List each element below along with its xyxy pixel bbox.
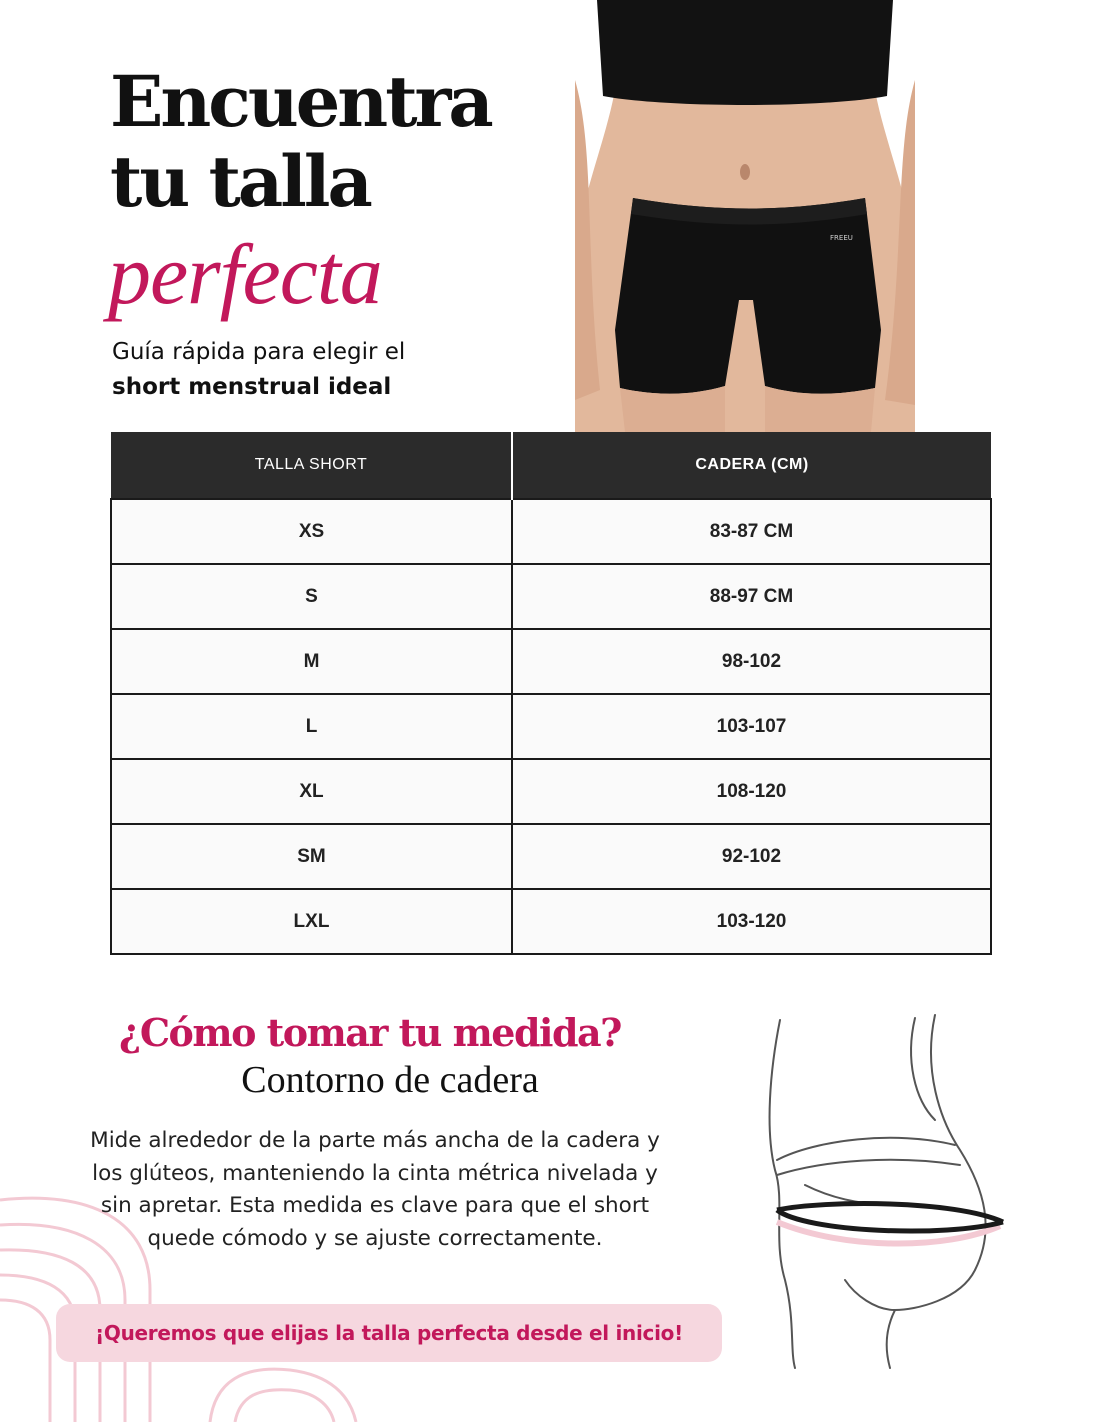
subtitle-text: Guía rápida para elegir el xyxy=(112,339,406,365)
hip-cell: 98-102 xyxy=(512,629,991,694)
header-size: TALLA SHORT xyxy=(111,432,512,499)
size-cell: SM xyxy=(111,824,512,889)
how-to-title: ¿Cómo tomar tu medida? xyxy=(119,1010,621,1055)
size-cell: LXL xyxy=(111,889,512,954)
how-to-body: Mide alrededor de la parte más ancha de la cadera y los glúteos, manteniendo la cinta métrica nivelada y sin apretar. Esta medida es clave para que el short quede cómodo y se ajuste correctamente. xyxy=(90,1128,660,1251)
header-hip: CADERA (CM) xyxy=(512,432,991,499)
subtitle-bold: short menstrual ideal xyxy=(112,374,392,400)
size-cell: L xyxy=(111,694,512,759)
hip-cell: 103-107 xyxy=(512,694,991,759)
title-accent: perfecta xyxy=(108,226,382,322)
hip-cell: 83-87 CM xyxy=(512,499,991,564)
size-cell: XS xyxy=(111,499,512,564)
size-cell: M xyxy=(111,629,512,694)
hip-cell: 108-120 xyxy=(512,759,991,824)
size-table xyxy=(110,432,992,955)
how-to-subtitle: Contorno de cadera xyxy=(241,1059,539,1101)
table-row xyxy=(111,564,991,629)
hip-cell: 88-97 CM xyxy=(512,564,991,629)
hip-measure-illustration xyxy=(745,1010,1035,1370)
size-cell: S xyxy=(111,564,512,629)
garment-brand-label: FREEU xyxy=(830,234,853,242)
cta-banner xyxy=(56,1304,722,1362)
page-title xyxy=(110,62,491,222)
cta-text: ¡Queremos que elijas la talla perfecta desde el inicio! xyxy=(95,1321,683,1345)
title-line-1: Encuentra xyxy=(110,60,491,143)
size-cell: XL xyxy=(111,759,512,824)
table-row xyxy=(111,629,991,694)
table-row xyxy=(111,694,991,759)
title-line-2: tu talla xyxy=(110,140,370,223)
table-header-row xyxy=(111,432,991,499)
model-photo xyxy=(575,0,915,432)
hip-cell: 103-120 xyxy=(512,889,991,954)
hero-subtitle xyxy=(112,335,532,405)
table-row xyxy=(111,824,991,889)
hip-cell: 92-102 xyxy=(512,824,991,889)
table-row xyxy=(111,889,991,954)
table-row xyxy=(111,759,991,824)
table-row xyxy=(111,499,991,564)
